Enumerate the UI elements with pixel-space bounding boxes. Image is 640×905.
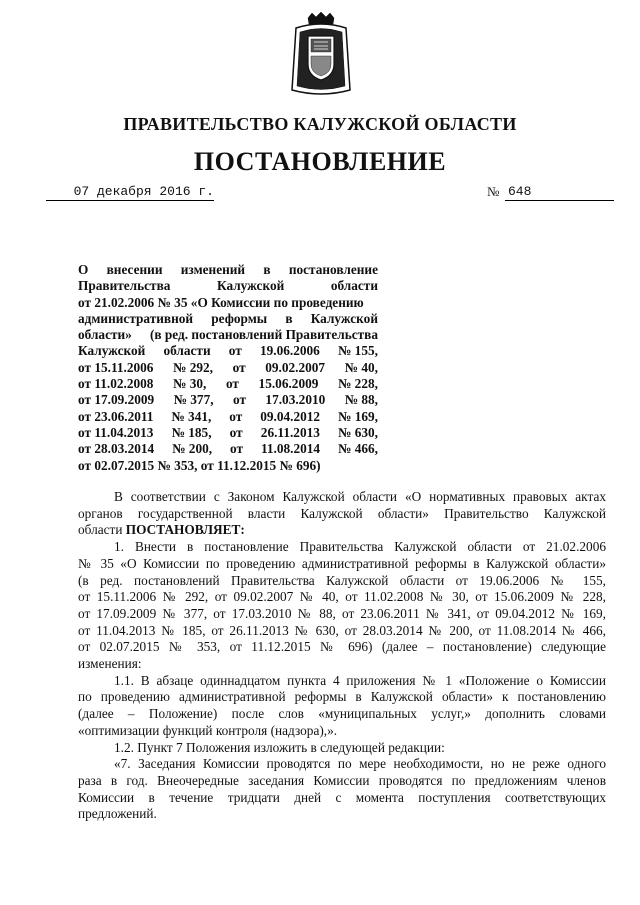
title-word: 09.04.2012	[260, 408, 321, 424]
title-word: О	[78, 262, 89, 277]
title-word: 11.08.2014	[260, 441, 321, 457]
text-line: от 15.11.2006 № 292, от 09.02.2007 № 40, от 11.02.2008 № 30, от 15.06.2009 № 228,	[78, 589, 606, 605]
coat-of-arms-emblem	[286, 12, 356, 98]
title-word: от	[228, 343, 242, 359]
title-word: от	[232, 359, 246, 375]
document-date: 07 декабря 2016 г.	[46, 184, 214, 201]
title-word: № 88,	[344, 392, 378, 408]
title-word: внесении	[106, 262, 163, 277]
title-word: № 30,	[173, 376, 207, 392]
text-line: от 17.09.2009 № 377, от 17.03.2010 № 88, от 23.06.2011 № 341, от 09.04.2012 № 169,	[78, 605, 606, 621]
paragraph-item-1-1	[78, 673, 606, 740]
title-word: № 630,	[338, 424, 378, 440]
title-line	[78, 458, 378, 474]
title-word: от	[229, 424, 243, 440]
text-line: 1.2. Пункт 7 Положения изложить в следующей редакции:	[114, 739, 445, 755]
resolution-keyword: ПОСТАНОВЛЯЕТ:	[125, 522, 245, 538]
document-number-block	[487, 184, 611, 200]
title-word: 09.02.2007	[265, 359, 326, 375]
title-word: № 341,	[171, 408, 212, 424]
paragraph-item-1	[78, 539, 606, 673]
title-word: от 23.06.2011	[78, 408, 154, 424]
title-word: № 292,	[173, 359, 213, 375]
text-line: «7. Заседания Комиссии проводятся по мере необходимости, но не реже одного	[114, 756, 606, 772]
document-type: ПОСТАНОВЛЕНИЕ	[193, 147, 447, 176]
title-word: 15.06.2009	[258, 376, 319, 392]
text-line: 1. Внести в постановление Правительства Калужской области от 21.02.2006	[114, 539, 606, 555]
document-number: 648	[505, 184, 614, 201]
title-word: области	[163, 343, 211, 359]
title-word: от 28.03.2014	[78, 441, 155, 457]
government-title: ПРАВИТЕЛЬСТВО КАЛУЖСКОЙ ОБЛАСТИ	[123, 114, 517, 134]
document-body	[78, 489, 606, 823]
text-line: от 02.07.2015 № 353, от 11.12.2015 № 696) (далее – постановление) следующие	[78, 639, 606, 655]
title-word: 17.03.2010	[265, 392, 326, 408]
text-line: 1.1. В абзаце одиннадцатом пункта 4 приложения № 1 «Положение о Комиссии	[114, 672, 606, 688]
title-line	[78, 392, 378, 408]
title-line	[78, 441, 378, 457]
title-word: (в ред. постановлений Правительства	[149, 327, 378, 343]
text-line: от 11.04.2013 № 185, от 26.11.2013 № 630, от 28.03.2014 № 200, от 11.08.2014 № 466,	[78, 622, 606, 638]
title-word: реформы	[211, 310, 268, 326]
title-word: Калужской	[78, 343, 146, 359]
title-word: от 11.02.2008	[78, 376, 154, 392]
title-word: от 11.04.2013	[78, 424, 154, 440]
paragraph-preamble	[78, 489, 606, 539]
title-word: № 169,	[338, 408, 378, 424]
title-word: от 21.02.2006 № 35 «О Комиссии по проведению	[78, 294, 364, 310]
text-line: «оптимизации функций контроля (надзора),».	[78, 722, 338, 738]
text-line: раза в год. Внеочередные заседания Комиссии проводятся по предложениям членов	[78, 772, 606, 788]
title-word: № 228,	[337, 376, 378, 392]
title-line	[78, 295, 378, 311]
title-word: № 200,	[172, 441, 213, 457]
text-line: предложений.	[78, 806, 157, 822]
title-word: № 466,	[338, 441, 378, 457]
title-line	[78, 311, 378, 327]
title-line	[78, 343, 378, 359]
title-line	[78, 425, 378, 441]
title-line	[78, 278, 378, 294]
title-line	[78, 327, 378, 343]
text-line: № 35 «О Комиссии по проведению административной реформы в Калужской области»	[78, 555, 606, 571]
title-line	[78, 360, 378, 376]
title-word: от	[230, 441, 244, 457]
title-word: от	[225, 376, 239, 392]
text-line: (далее – Положение) после слов «муниципальных услуг,» дополнить словами	[78, 706, 606, 722]
title-word: № 40,	[344, 359, 378, 375]
title-word: Калужской	[310, 310, 378, 326]
title-word: в	[285, 310, 293, 326]
title-word: № 185,	[171, 424, 212, 440]
title-word: изменений	[180, 262, 246, 277]
document-title	[78, 262, 378, 474]
title-word: от 02.07.2015 № 353, от 11.12.2015 № 696)	[78, 457, 321, 473]
title-word: № 155,	[337, 343, 378, 359]
title-word: от 17.09.2009	[78, 392, 155, 408]
paragraph-item-1-2	[78, 740, 606, 757]
text-segment: области	[78, 522, 126, 538]
text-line: органов государственной власти Калужской области» Правительство Калужской	[78, 505, 606, 521]
title-word: постановление	[288, 262, 378, 277]
title-word: Правительства	[78, 278, 171, 294]
title-word: административной	[78, 310, 194, 326]
title-word: в	[263, 262, 271, 277]
title-line	[78, 262, 378, 278]
title-word: от	[229, 408, 243, 424]
title-line	[78, 409, 378, 425]
title-word: области	[330, 278, 378, 294]
text-line: Комиссии в течение тридцати дней с момента поступления соответствующих	[78, 789, 606, 805]
text-line	[78, 522, 606, 539]
title-word: области»	[78, 327, 132, 343]
title-word: Калужской	[216, 278, 285, 294]
text-line: изменения:	[78, 656, 142, 672]
title-line	[78, 376, 378, 392]
text-line: В соответствии с Законом Калужской области «О нормативных правовых актах	[114, 489, 606, 504]
title-word: от 15.11.2006	[78, 359, 154, 375]
paragraph-quoted-item-7	[78, 756, 606, 823]
title-word: от	[232, 392, 246, 408]
text-line: по проведению административной реформы в Калужской области» к постановлению	[78, 689, 606, 705]
title-word: 26.11.2013	[260, 424, 320, 440]
text-line: (в ред. постановлений Правительства Калужской области от 19.06.2006 № 155,	[78, 572, 606, 588]
number-sign: №	[487, 184, 500, 199]
title-word: № 377,	[173, 392, 214, 408]
title-word: 19.06.2006	[259, 343, 320, 359]
